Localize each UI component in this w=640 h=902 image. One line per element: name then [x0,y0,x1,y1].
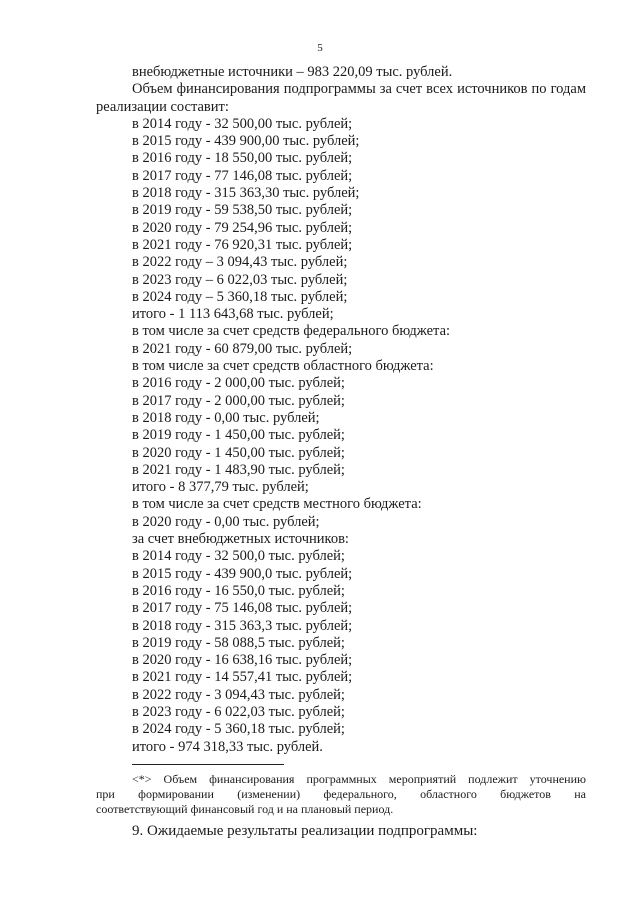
list-item: в 2015 году - 439 900,0 тыс. рублей; [132,565,353,582]
offbudget-heading: за счет внебюджетных источников: [132,531,349,548]
list-item: в 2020 году - 1 450,00 тыс. рублей; [132,444,345,461]
intro-line: внебюджетные источники – 983 220,09 тыс. рублей. [132,64,453,80]
list-item: в 2024 году - 5 360,18 тыс. рублей; [132,721,345,738]
list-item: в 2018 году - 315 363,3 тыс. рублей; [132,617,353,634]
list-item: в 2019 году - 59 538,50 тыс. рублей; [132,202,353,219]
list-item: в 2022 году - 3 094,43 тыс. рублей; [132,686,345,703]
list-item: в 2016 году - 16 550,0 тыс. рублей; [132,582,345,599]
list-item: в 2017 году - 77 146,08 тыс. рублей; [132,167,353,184]
list-item: в 2023 году - 6 022,03 тыс. рублей; [132,703,345,720]
list-item: в 2014 году - 32 500,00 тыс. рублей; [132,115,353,132]
all-sources-list [96,116,586,306]
list-item: в 2019 году - 58 088,5 тыс. рублей; [132,634,345,651]
list-item: в 2016 году - 18 550,00 тыс. рублей; [132,150,353,167]
page-number: 5 [317,42,323,54]
offbudget-list [96,548,586,738]
regional-total: итого - 8 377,79 тыс. рублей; [132,479,309,496]
list-item: в 2021 году - 60 879,00 тыс. рублей; [132,340,353,357]
list-item: в 2017 году - 75 146,08 тыс. рублей; [132,600,353,617]
list-item: в 2021 году - 76 920,31 тыс. рублей; [132,236,353,253]
footnote-line: при формировании (изменении) федерального, областного бюджетов на [96,787,586,801]
list-item: в 2023 году – 6 022,03 тыс. рублей; [132,271,348,288]
local-heading: в том числе за счет средств местного бюджета: [132,496,422,513]
list-item: в 2018 году - 315 363,30 тыс. рублей; [132,185,360,202]
federal-heading: в том числе за счет средств федерального бюджета: [132,323,451,340]
list-item: в 2022 году – 3 094,43 тыс. рублей; [132,254,348,271]
list-item: в 2016 году - 2 000,00 тыс. рублей; [132,375,345,392]
offbudget-total: итого - 974 318,33 тыс. рублей. [132,738,323,755]
footnote [96,772,586,817]
regional-list [96,375,586,479]
footnote-line: <*> Объем финансирования программных мероприятий подлежит уточнению [132,772,586,786]
list-item: в 2024 году – 5 360,18 тыс. рублей; [132,288,348,305]
list-item: в 2015 году - 439 900,00 тыс. рублей; [132,133,360,150]
list-item: в 2020 году - 79 254,96 тыс. рублей; [132,219,353,236]
all-sources-total: итого - 1 113 643,68 тыс. рублей; [132,306,334,323]
section-heading: 9. Ожидаемые результаты реализации подпрограммы: [132,823,478,839]
list-item: в 2017 году - 2 000,00 тыс. рублей; [132,392,345,409]
list-item: в 2019 году - 1 450,00 тыс. рублей; [132,427,345,444]
list-item: в 2014 году - 32 500,0 тыс. рублей; [132,548,345,565]
list-item: в 2018 году - 0,00 тыс. рублей; [132,409,320,426]
regional-heading: в том числе за счет средств областного бюджета: [132,358,434,375]
funding-paragraph: Объем финансирования подпрограммы за счет всех источников по годам реализации составит: [96,81,586,115]
footnote-line: соответствующий финансовый год и на плановый период. [96,802,394,816]
list-item: в 2020 году - 16 638,16 тыс. рублей; [132,652,353,669]
list-item: в 2021 году - 14 557,41 тыс. рублей; [132,669,353,686]
list-item: в 2021 году - 1 483,90 тыс. рублей; [132,461,345,478]
document-body [96,64,586,756]
footnote-divider [132,764,284,765]
list-item: в 2020 году - 0,00 тыс. рублей; [132,513,320,530]
